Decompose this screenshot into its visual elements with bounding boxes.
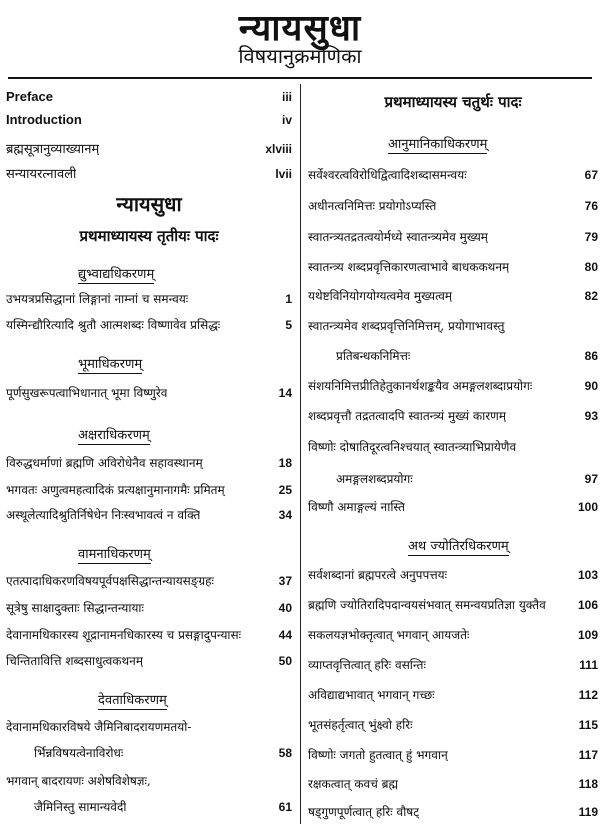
toc-entry[interactable]: एतत्पादाधिकरणविषयपूर्वपक्षसिद्धान्तन्यायसङ्ग्रहः 37 [6,574,292,588]
toc-entry[interactable]: रक्षकत्वात् कवचं ब्रह्म 118 [308,777,598,791]
toc-entry[interactable]: ब्रह्मणि ज्योतिरादिपदान्वयसंभवात् समन्वयप्रतिज्ञा युक्तैव 106 [308,598,598,612]
toc-entry[interactable]: यथेष्टविनियोगयोग्यत्वमेव मुख्यत्वम् 82 [308,289,598,303]
toc-entry[interactable]: अविद्याद्यभावात् भगवान् गच्छः 112 [308,688,598,702]
toc-entry[interactable]: यस्मिन्द्यौरित्यादि श्रुतौ आत्मशब्दः विष्णावेव प्रसिद्धः 5 [6,318,292,332]
section-heading: द्युभ्वाद्यधिकरणम् [78,264,154,284]
toc-entry[interactable]: व्याप्तवृत्तित्वात् हरिः वसन्तिः 111 [308,658,598,672]
toc-entry[interactable]: विष्णोः जगतो हुतत्वात् हुं भगवान् 117 [308,748,598,762]
toc-entry[interactable]: षड्गुणपूर्णत्वात् हरिः वौषट् 119 [308,805,598,819]
contents-heading: विषयानुक्रमणिका [238,44,362,68]
pada-heading: प्रथमाध्यायस्य तृतीयः पादः [79,227,219,245]
part-heading: न्यायसुधा [116,192,182,216]
toc-entry[interactable]: चिन्तितावित्ति शब्दसाधुत्वकथनम् 50 [6,654,292,668]
section-heading: भूमाधिकरणम् [78,354,142,374]
section-heading: वामनाधिकरणम् [78,544,151,564]
toc-entry[interactable]: अधीनत्वनिमित्तः प्रयोगोऽप्यस्ति 76 [308,199,598,213]
toc-entry[interactable]: स्वातन्त्र्यतद्रतत्वयोर्मध्ये स्वातन्त्र्यमेव मुख्यम् 79 [308,230,598,244]
toc-entry[interactable]: देवानामधिकारस्य शूद्रानामनधिकारस्य च प्रसङ्गादुपन्यासः 44 [6,628,292,642]
toc-entry-introduction[interactable]: Introduction iv [6,112,292,127]
toc-entry[interactable]: स्वातन्त्र्यमेव शब्दप्रवृत्तिनिमित्तम्, प्रयोगाभावस्तु [308,319,505,333]
toc-entry[interactable]: जैमिनिस्तु सामान्यवेदी 61 [34,800,292,814]
toc-entry[interactable]: स्वातन्त्र्य शब्दप्रवृत्तिकारणत्वाभावे बाधककथनम् 80 [308,260,598,274]
section-heading: अथ ज्योतिरधिकरणम् [408,536,509,556]
toc-entry[interactable]: सर्वशब्दानां ब्रह्मपरत्वे अनुपपत्तयः 103 [308,568,598,582]
toc-entry[interactable]: विष्णौ अमाङ्गल्यं नास्ति 100 [308,500,598,514]
toc-entry[interactable]: अमङ्गलशब्दप्रयोगः 97 [336,472,598,486]
section-heading: अक्षराधिकरणम् [78,425,150,445]
toc-entry[interactable]: देवानामधिकारविषये जैमिनिबादरायणमतयो- [6,720,192,734]
toc-entry[interactable]: प्रतिबन्धकनिमित्तः 86 [336,349,598,363]
toc-entry[interactable]: विष्णोः दोषातिदूरत्वनिश्चयात् स्वातन्त्र्याभिप्रायेणैव [308,440,517,454]
book-title: न्यायसुधा [238,7,362,49]
section-heading: आनुमानिकाधिकरणम् [388,134,487,154]
toc-entry[interactable]: भूतसंहर्तृत्वात् भुंक्ष्वो हरिः 115 [308,718,598,732]
toc-entry[interactable]: उभयत्रप्रसिद्धानां लिङ्गानां नाम्नां च समन्वयः 1 [6,292,292,306]
toc-entry[interactable]: अस्थूलेत्यादिश्रुतिर्निषेधेन निःस्वभावत्वं न वक्ति 34 [6,508,292,522]
toc-entry[interactable]: पूर्णसुखरूपत्वाभिधानात् भूमा विष्णुरेव 14 [6,386,292,400]
section-heading: देवताधिकरणम् [98,690,167,710]
toc-entry[interactable]: र्भिन्नविषयत्वेनाविरोधः 58 [34,746,292,760]
toc-entry[interactable]: सकलयज्ञभोक्तृत्वात् भगवान् आयजतेः 109 [308,628,598,642]
toc-entry-sanyayaratnavali[interactable]: सन्यायरत्नावली lvii [6,167,292,182]
toc-entry[interactable]: भगवान् बादरायणः अशेषविशेषज्ञः, [6,774,151,788]
toc-entry-brahmasutra[interactable]: ब्रह्मसूत्रानुव्याख्यानम् xlviii [6,142,292,157]
pada-heading: प्रथमाध्यायस्य चतुर्थः पादः [384,93,522,111]
column-divider [300,84,301,824]
toc-entry[interactable]: शब्दप्रवृत्तौ तद्रतत्वादपि स्वातन्त्र्यं मुख्यं कारणम् 93 [308,409,598,423]
toc-entry[interactable]: भगवतः अणुत्वमहत्वादिकं प्रत्यक्षानुमानागमैः प्रमितम् 25 [6,483,292,497]
header-rule [8,77,592,79]
toc-entry[interactable]: विरुद्धधर्माणां ब्रह्मणि अविरोधेनैव सहावस्थानम् 18 [6,456,292,470]
toc-entry-preface[interactable]: Preface iii [6,89,292,104]
toc-entry[interactable]: संशयनिमित्तप्रीतिहेतुकानर्थशङ्कयैव अमङ्गलशब्दाप्रयोगः 90 [308,379,598,393]
toc-entry[interactable]: सर्वेश्वरत्वविरोधिद्वित्वादिशब्दासमन्वयः 67 [308,168,598,182]
toc-entry[interactable]: सूत्रेषु साक्षादुक्ताः सिद्धान्तन्यायाः 40 [6,601,292,615]
